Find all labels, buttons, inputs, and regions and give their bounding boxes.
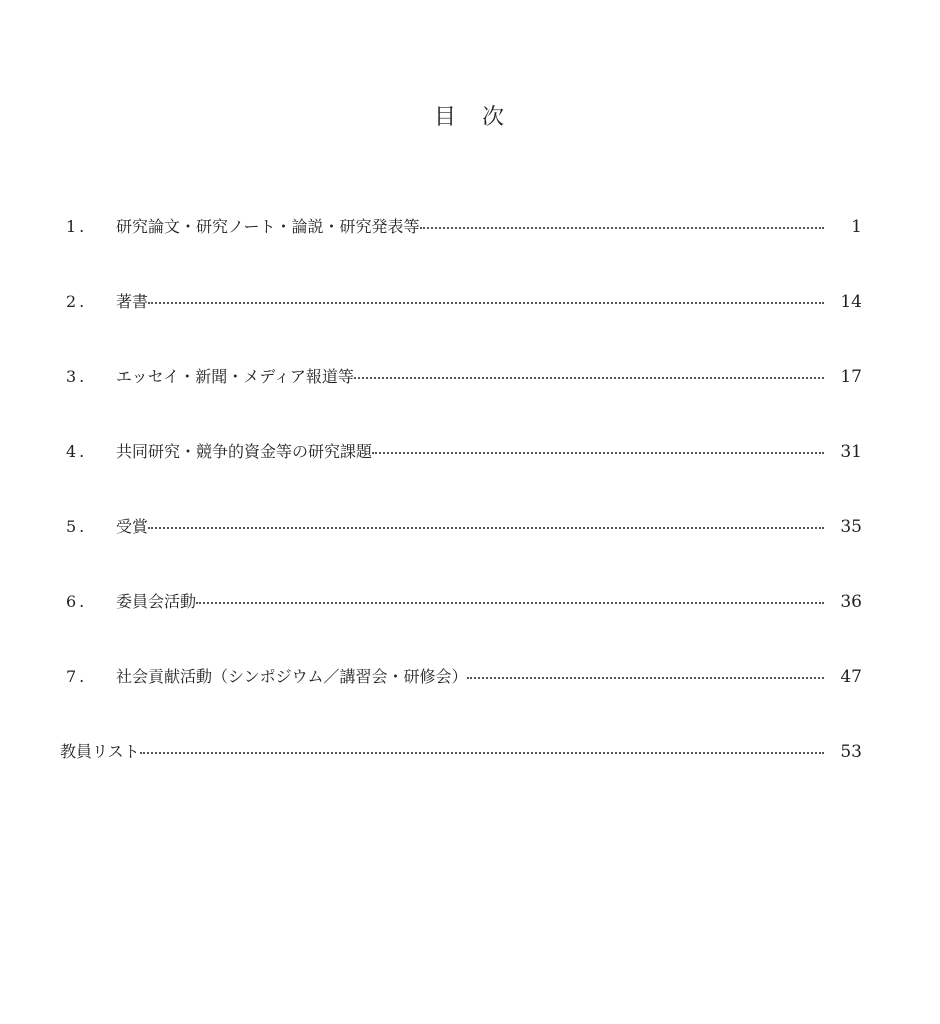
toc-entry-number: 5. [66, 517, 88, 536]
toc-entry-label: 研究論文・研究ノート・論説・研究発表等 [116, 217, 420, 236]
toc-entry-label: 著書 [116, 292, 149, 311]
dot-leader [148, 287, 824, 317]
toc-entry-number: 4. [66, 442, 88, 461]
dot-leader [140, 737, 824, 767]
toc-entry[interactable] [60, 662, 862, 737]
toc-entry-number: 3. [66, 367, 88, 386]
toc-entry[interactable] [60, 512, 862, 587]
toc-entry-label: 委員会活動 [116, 592, 197, 611]
dot-leader [467, 662, 824, 692]
toc-entry[interactable] [60, 212, 862, 287]
toc-entry-page: 36 [840, 592, 862, 612]
dot-leader [148, 512, 824, 542]
toc-entry-page: 31 [840, 442, 862, 462]
toc-entry-number: 1. [66, 217, 88, 236]
page-title: 目 次 [433, 105, 506, 130]
toc-entry-number: 7. [66, 667, 88, 686]
toc-entry-number: 2. [66, 292, 88, 311]
toc-entry-appendix[interactable] [60, 737, 862, 812]
toc-entry[interactable] [60, 362, 862, 437]
toc-entry[interactable] [60, 287, 862, 362]
toc-entry-page: 53 [840, 742, 862, 762]
toc-entry-label: 社会貢献活動（シンポジウム／講習会・研修会） [116, 667, 468, 686]
toc-entry-label: 共同研究・競争的資金等の研究課題 [116, 442, 373, 461]
toc-entry-page: 14 [840, 292, 862, 312]
dot-leader [372, 437, 824, 467]
toc-entry-page: 47 [840, 667, 862, 687]
table-of-contents [60, 212, 862, 812]
toc-entry-number: 6. [66, 592, 88, 611]
toc-entry-page: 1 [851, 217, 862, 237]
toc-entry-page: 17 [840, 367, 862, 387]
toc-entry-label: 受賞 [116, 517, 149, 536]
dot-leader [196, 587, 824, 617]
toc-entry[interactable] [60, 587, 862, 662]
dot-leader [420, 212, 824, 242]
toc-entry-page: 35 [840, 517, 862, 537]
toc-entry[interactable] [60, 437, 862, 512]
toc-entry-label: エッセイ・新聞・メディア報道等 [116, 367, 354, 386]
dot-leader [354, 362, 824, 392]
toc-entry-label: 教員リスト [60, 742, 140, 761]
